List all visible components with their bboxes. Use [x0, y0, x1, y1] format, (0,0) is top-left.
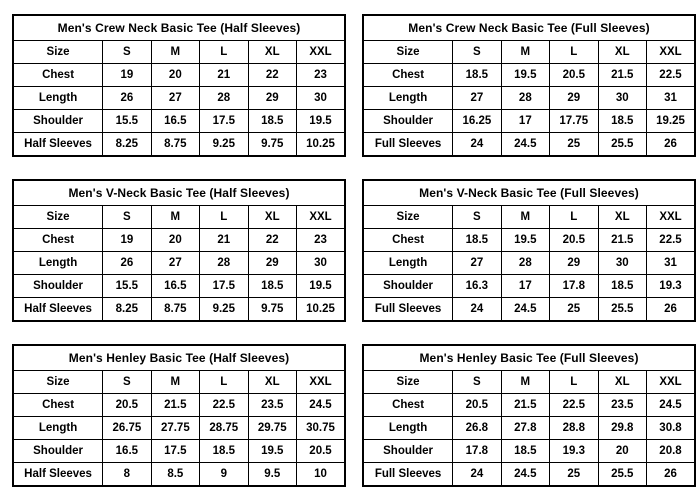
table-header-row — [363, 371, 695, 394]
row-label: Chest — [363, 229, 453, 252]
cell-value: 17.75 — [550, 110, 598, 133]
cell-value: 18.5 — [598, 110, 646, 133]
row-label: Length — [363, 87, 453, 110]
table-title-row — [13, 345, 345, 371]
table-row — [13, 87, 345, 110]
table-title: Men's Henley Basic Tee (Half Sleeves) — [13, 345, 345, 371]
table-row — [363, 298, 695, 322]
cell-value: 31 — [647, 252, 696, 275]
cell-value: 19.5 — [297, 110, 346, 133]
table-row — [13, 298, 345, 322]
cell-value: 24.5 — [501, 463, 549, 487]
row-label: Shoulder — [363, 275, 453, 298]
cell-value: 24 — [453, 133, 501, 157]
cell-value: 29.8 — [598, 417, 646, 440]
table-row — [13, 133, 345, 157]
table-row — [13, 463, 345, 487]
column-header-l: L — [550, 41, 598, 64]
cell-value: 19 — [103, 64, 151, 87]
cell-value: 19 — [103, 229, 151, 252]
column-header-s: S — [103, 206, 151, 229]
cell-value: 27 — [151, 87, 199, 110]
table-row — [13, 275, 345, 298]
cell-value: 20 — [598, 440, 646, 463]
table-row — [363, 252, 695, 275]
cell-value: 28 — [501, 252, 549, 275]
cell-value: 8.25 — [103, 298, 151, 322]
cell-value: 30 — [598, 252, 646, 275]
cell-value: 16.5 — [151, 110, 199, 133]
cell-value: 28 — [200, 87, 248, 110]
cell-value: 21 — [200, 229, 248, 252]
cell-value: 18.5 — [248, 275, 296, 298]
size-table — [362, 179, 696, 322]
table-title-row — [13, 15, 345, 41]
cell-value: 30 — [297, 87, 346, 110]
table-row — [363, 229, 695, 252]
column-header-xxl: XXL — [647, 206, 696, 229]
cell-value: 24.5 — [647, 394, 696, 417]
table-row — [363, 440, 695, 463]
cell-value: 21 — [200, 64, 248, 87]
table-title-row — [363, 180, 695, 206]
cell-value: 21.5 — [598, 64, 646, 87]
row-label: Chest — [363, 64, 453, 87]
cell-value: 20.5 — [297, 440, 346, 463]
table-row — [13, 229, 345, 252]
size-table — [12, 179, 346, 322]
cell-value: 20.5 — [550, 229, 598, 252]
table-row — [363, 394, 695, 417]
cell-value: 24 — [453, 298, 501, 322]
cell-value: 17.5 — [151, 440, 199, 463]
table-header-row — [13, 371, 345, 394]
cell-value: 30.75 — [297, 417, 346, 440]
column-header-s: S — [453, 41, 501, 64]
cell-value: 16.3 — [453, 275, 501, 298]
table-row — [363, 110, 695, 133]
column-header-xxl: XXL — [647, 41, 696, 64]
size-table — [12, 344, 346, 487]
column-header-xxl: XXL — [297, 206, 346, 229]
column-header-size: Size — [13, 371, 103, 394]
row-label: Length — [363, 252, 453, 275]
cell-value: 24.5 — [297, 394, 346, 417]
row-label: Shoulder — [13, 110, 103, 133]
cell-value: 29.75 — [248, 417, 296, 440]
size-table — [362, 14, 696, 157]
row-label: Shoulder — [363, 110, 453, 133]
cell-value: 8.75 — [151, 133, 199, 157]
cell-value: 18.5 — [501, 440, 549, 463]
cell-value: 21.5 — [501, 394, 549, 417]
cell-value: 23.5 — [598, 394, 646, 417]
column-header-m: M — [151, 371, 199, 394]
table-title: Men's Crew Neck Basic Tee (Full Sleeves) — [363, 15, 695, 41]
table-row — [13, 64, 345, 87]
cell-value: 23 — [297, 64, 346, 87]
row-label: Shoulder — [13, 275, 103, 298]
cell-value: 20 — [151, 64, 199, 87]
cell-value: 29 — [248, 87, 296, 110]
row-label: Chest — [363, 394, 453, 417]
column-header-m: M — [501, 206, 549, 229]
table-header-row — [13, 41, 345, 64]
table-row — [363, 64, 695, 87]
cell-value: 30 — [297, 252, 346, 275]
row-label: Chest — [13, 394, 103, 417]
cell-value: 30 — [598, 87, 646, 110]
cell-value: 19.5 — [248, 440, 296, 463]
cell-value: 23 — [297, 229, 346, 252]
column-header-size: Size — [363, 371, 453, 394]
row-label: Shoulder — [13, 440, 103, 463]
cell-value: 25 — [550, 133, 598, 157]
cell-value: 30.8 — [647, 417, 696, 440]
row-label: Full Sleeves — [363, 133, 453, 157]
cell-value: 18.5 — [248, 110, 296, 133]
column-header-l: L — [550, 371, 598, 394]
cell-value: 25 — [550, 298, 598, 322]
cell-value: 25.5 — [598, 298, 646, 322]
column-header-xl: XL — [598, 206, 646, 229]
cell-value: 29 — [248, 252, 296, 275]
row-label: Half Sleeves — [13, 463, 103, 487]
size-table-block-henley-full-sleeves — [362, 344, 696, 487]
cell-value: 20 — [151, 229, 199, 252]
table-header-row — [13, 206, 345, 229]
size-table — [12, 14, 346, 157]
cell-value: 19.3 — [647, 275, 696, 298]
column-header-l: L — [200, 371, 248, 394]
cell-value: 21.5 — [151, 394, 199, 417]
cell-value: 19.5 — [501, 64, 549, 87]
cell-value: 27.75 — [151, 417, 199, 440]
cell-value: 25.5 — [598, 463, 646, 487]
cell-value: 26.75 — [103, 417, 151, 440]
column-header-xl: XL — [598, 41, 646, 64]
cell-value: 27.8 — [501, 417, 549, 440]
cell-value: 8.75 — [151, 298, 199, 322]
table-row — [363, 87, 695, 110]
cell-value: 16.5 — [151, 275, 199, 298]
cell-value: 31 — [647, 87, 696, 110]
cell-value: 15.5 — [103, 110, 151, 133]
column-header-s: S — [453, 371, 501, 394]
cell-value: 17.5 — [200, 110, 248, 133]
cell-value: 22.5 — [200, 394, 248, 417]
table-row — [363, 463, 695, 487]
cell-value: 19.5 — [297, 275, 346, 298]
cell-value: 17.5 — [200, 275, 248, 298]
cell-value: 22 — [248, 229, 296, 252]
cell-value: 28 — [200, 252, 248, 275]
cell-value: 8.5 — [151, 463, 199, 487]
column-header-size: Size — [363, 206, 453, 229]
table-row — [13, 440, 345, 463]
cell-value: 18.5 — [453, 229, 501, 252]
cell-value: 17 — [501, 275, 549, 298]
column-header-s: S — [103, 41, 151, 64]
table-row — [363, 417, 695, 440]
table-row — [13, 252, 345, 275]
cell-value: 28.75 — [200, 417, 248, 440]
cell-value: 9.75 — [248, 133, 296, 157]
table-header-row — [363, 41, 695, 64]
row-label: Half Sleeves — [13, 133, 103, 157]
row-label: Full Sleeves — [363, 298, 453, 322]
cell-value: 8.25 — [103, 133, 151, 157]
row-label: Chest — [13, 229, 103, 252]
table-row — [363, 275, 695, 298]
table-row — [13, 110, 345, 133]
column-header-l: L — [200, 41, 248, 64]
cell-value: 9.25 — [200, 133, 248, 157]
cell-value: 26 — [647, 298, 696, 322]
cell-value: 27 — [453, 87, 501, 110]
size-tables-grid — [12, 14, 684, 487]
cell-value: 15.5 — [103, 275, 151, 298]
column-header-m: M — [151, 206, 199, 229]
cell-value: 10 — [297, 463, 346, 487]
cell-value: 27 — [453, 252, 501, 275]
cell-value: 9.75 — [248, 298, 296, 322]
cell-value: 22.5 — [647, 64, 696, 87]
column-header-xl: XL — [598, 371, 646, 394]
cell-value: 23.5 — [248, 394, 296, 417]
cell-value: 29 — [550, 252, 598, 275]
column-header-s: S — [453, 206, 501, 229]
column-header-size: Size — [363, 41, 453, 64]
row-label: Full Sleeves — [363, 463, 453, 487]
column-header-m: M — [151, 41, 199, 64]
cell-value: 20.5 — [103, 394, 151, 417]
cell-value: 17.8 — [550, 275, 598, 298]
cell-value: 28 — [501, 87, 549, 110]
column-header-xl: XL — [248, 41, 296, 64]
column-header-xl: XL — [248, 371, 296, 394]
size-table-block-v-neck-half-sleeves — [12, 179, 346, 322]
cell-value: 10.25 — [297, 133, 346, 157]
cell-value: 22 — [248, 64, 296, 87]
cell-value: 8 — [103, 463, 151, 487]
cell-value: 21.5 — [598, 229, 646, 252]
row-label: Chest — [13, 64, 103, 87]
row-label: Length — [13, 417, 103, 440]
column-header-size: Size — [13, 206, 103, 229]
cell-value: 24.5 — [501, 133, 549, 157]
size-table — [362, 344, 696, 487]
cell-value: 19.25 — [647, 110, 696, 133]
table-title: Men's V-Neck Basic Tee (Half Sleeves) — [13, 180, 345, 206]
cell-value: 20.5 — [550, 64, 598, 87]
cell-value: 9 — [200, 463, 248, 487]
size-table-block-henley-half-sleeves — [12, 344, 346, 487]
column-header-xxl: XXL — [297, 371, 346, 394]
column-header-s: S — [103, 371, 151, 394]
column-header-m: M — [501, 41, 549, 64]
table-title-row — [363, 15, 695, 41]
cell-value: 10.25 — [297, 298, 346, 322]
row-label: Shoulder — [363, 440, 453, 463]
cell-value: 9.25 — [200, 298, 248, 322]
table-row — [363, 133, 695, 157]
cell-value: 19.3 — [550, 440, 598, 463]
size-table-block-crew-neck-full-sleeves — [362, 14, 696, 157]
cell-value: 26.8 — [453, 417, 501, 440]
cell-value: 26 — [103, 252, 151, 275]
cell-value: 16.5 — [103, 440, 151, 463]
cell-value: 25.5 — [598, 133, 646, 157]
column-header-size: Size — [13, 41, 103, 64]
row-label: Length — [13, 252, 103, 275]
column-header-l: L — [550, 206, 598, 229]
cell-value: 26 — [647, 463, 696, 487]
size-table-block-crew-neck-half-sleeves — [12, 14, 346, 157]
cell-value: 22.5 — [647, 229, 696, 252]
cell-value: 18.5 — [200, 440, 248, 463]
table-title-row — [13, 180, 345, 206]
cell-value: 22.5 — [550, 394, 598, 417]
cell-value: 19.5 — [501, 229, 549, 252]
table-title: Men's V-Neck Basic Tee (Full Sleeves) — [363, 180, 695, 206]
cell-value: 26 — [647, 133, 696, 157]
cell-value: 29 — [550, 87, 598, 110]
cell-value: 24 — [453, 463, 501, 487]
size-table-block-v-neck-full-sleeves — [362, 179, 696, 322]
cell-value: 26 — [103, 87, 151, 110]
column-header-m: M — [501, 371, 549, 394]
table-title: Men's Crew Neck Basic Tee (Half Sleeves) — [13, 15, 345, 41]
cell-value: 20.8 — [647, 440, 696, 463]
cell-value: 25 — [550, 463, 598, 487]
row-label: Length — [13, 87, 103, 110]
column-header-xxl: XXL — [647, 371, 696, 394]
cell-value: 27 — [151, 252, 199, 275]
table-title-row — [363, 345, 695, 371]
row-label: Length — [363, 417, 453, 440]
cell-value: 18.5 — [453, 64, 501, 87]
column-header-xl: XL — [248, 206, 296, 229]
table-row — [13, 417, 345, 440]
row-label: Half Sleeves — [13, 298, 103, 322]
table-title: Men's Henley Basic Tee (Full Sleeves) — [363, 345, 695, 371]
cell-value: 28.8 — [550, 417, 598, 440]
table-header-row — [363, 206, 695, 229]
cell-value: 17 — [501, 110, 549, 133]
column-header-xxl: XXL — [297, 41, 346, 64]
table-row — [13, 394, 345, 417]
cell-value: 20.5 — [453, 394, 501, 417]
cell-value: 18.5 — [598, 275, 646, 298]
column-header-l: L — [200, 206, 248, 229]
cell-value: 24.5 — [501, 298, 549, 322]
cell-value: 9.5 — [248, 463, 296, 487]
cell-value: 17.8 — [453, 440, 501, 463]
cell-value: 16.25 — [453, 110, 501, 133]
